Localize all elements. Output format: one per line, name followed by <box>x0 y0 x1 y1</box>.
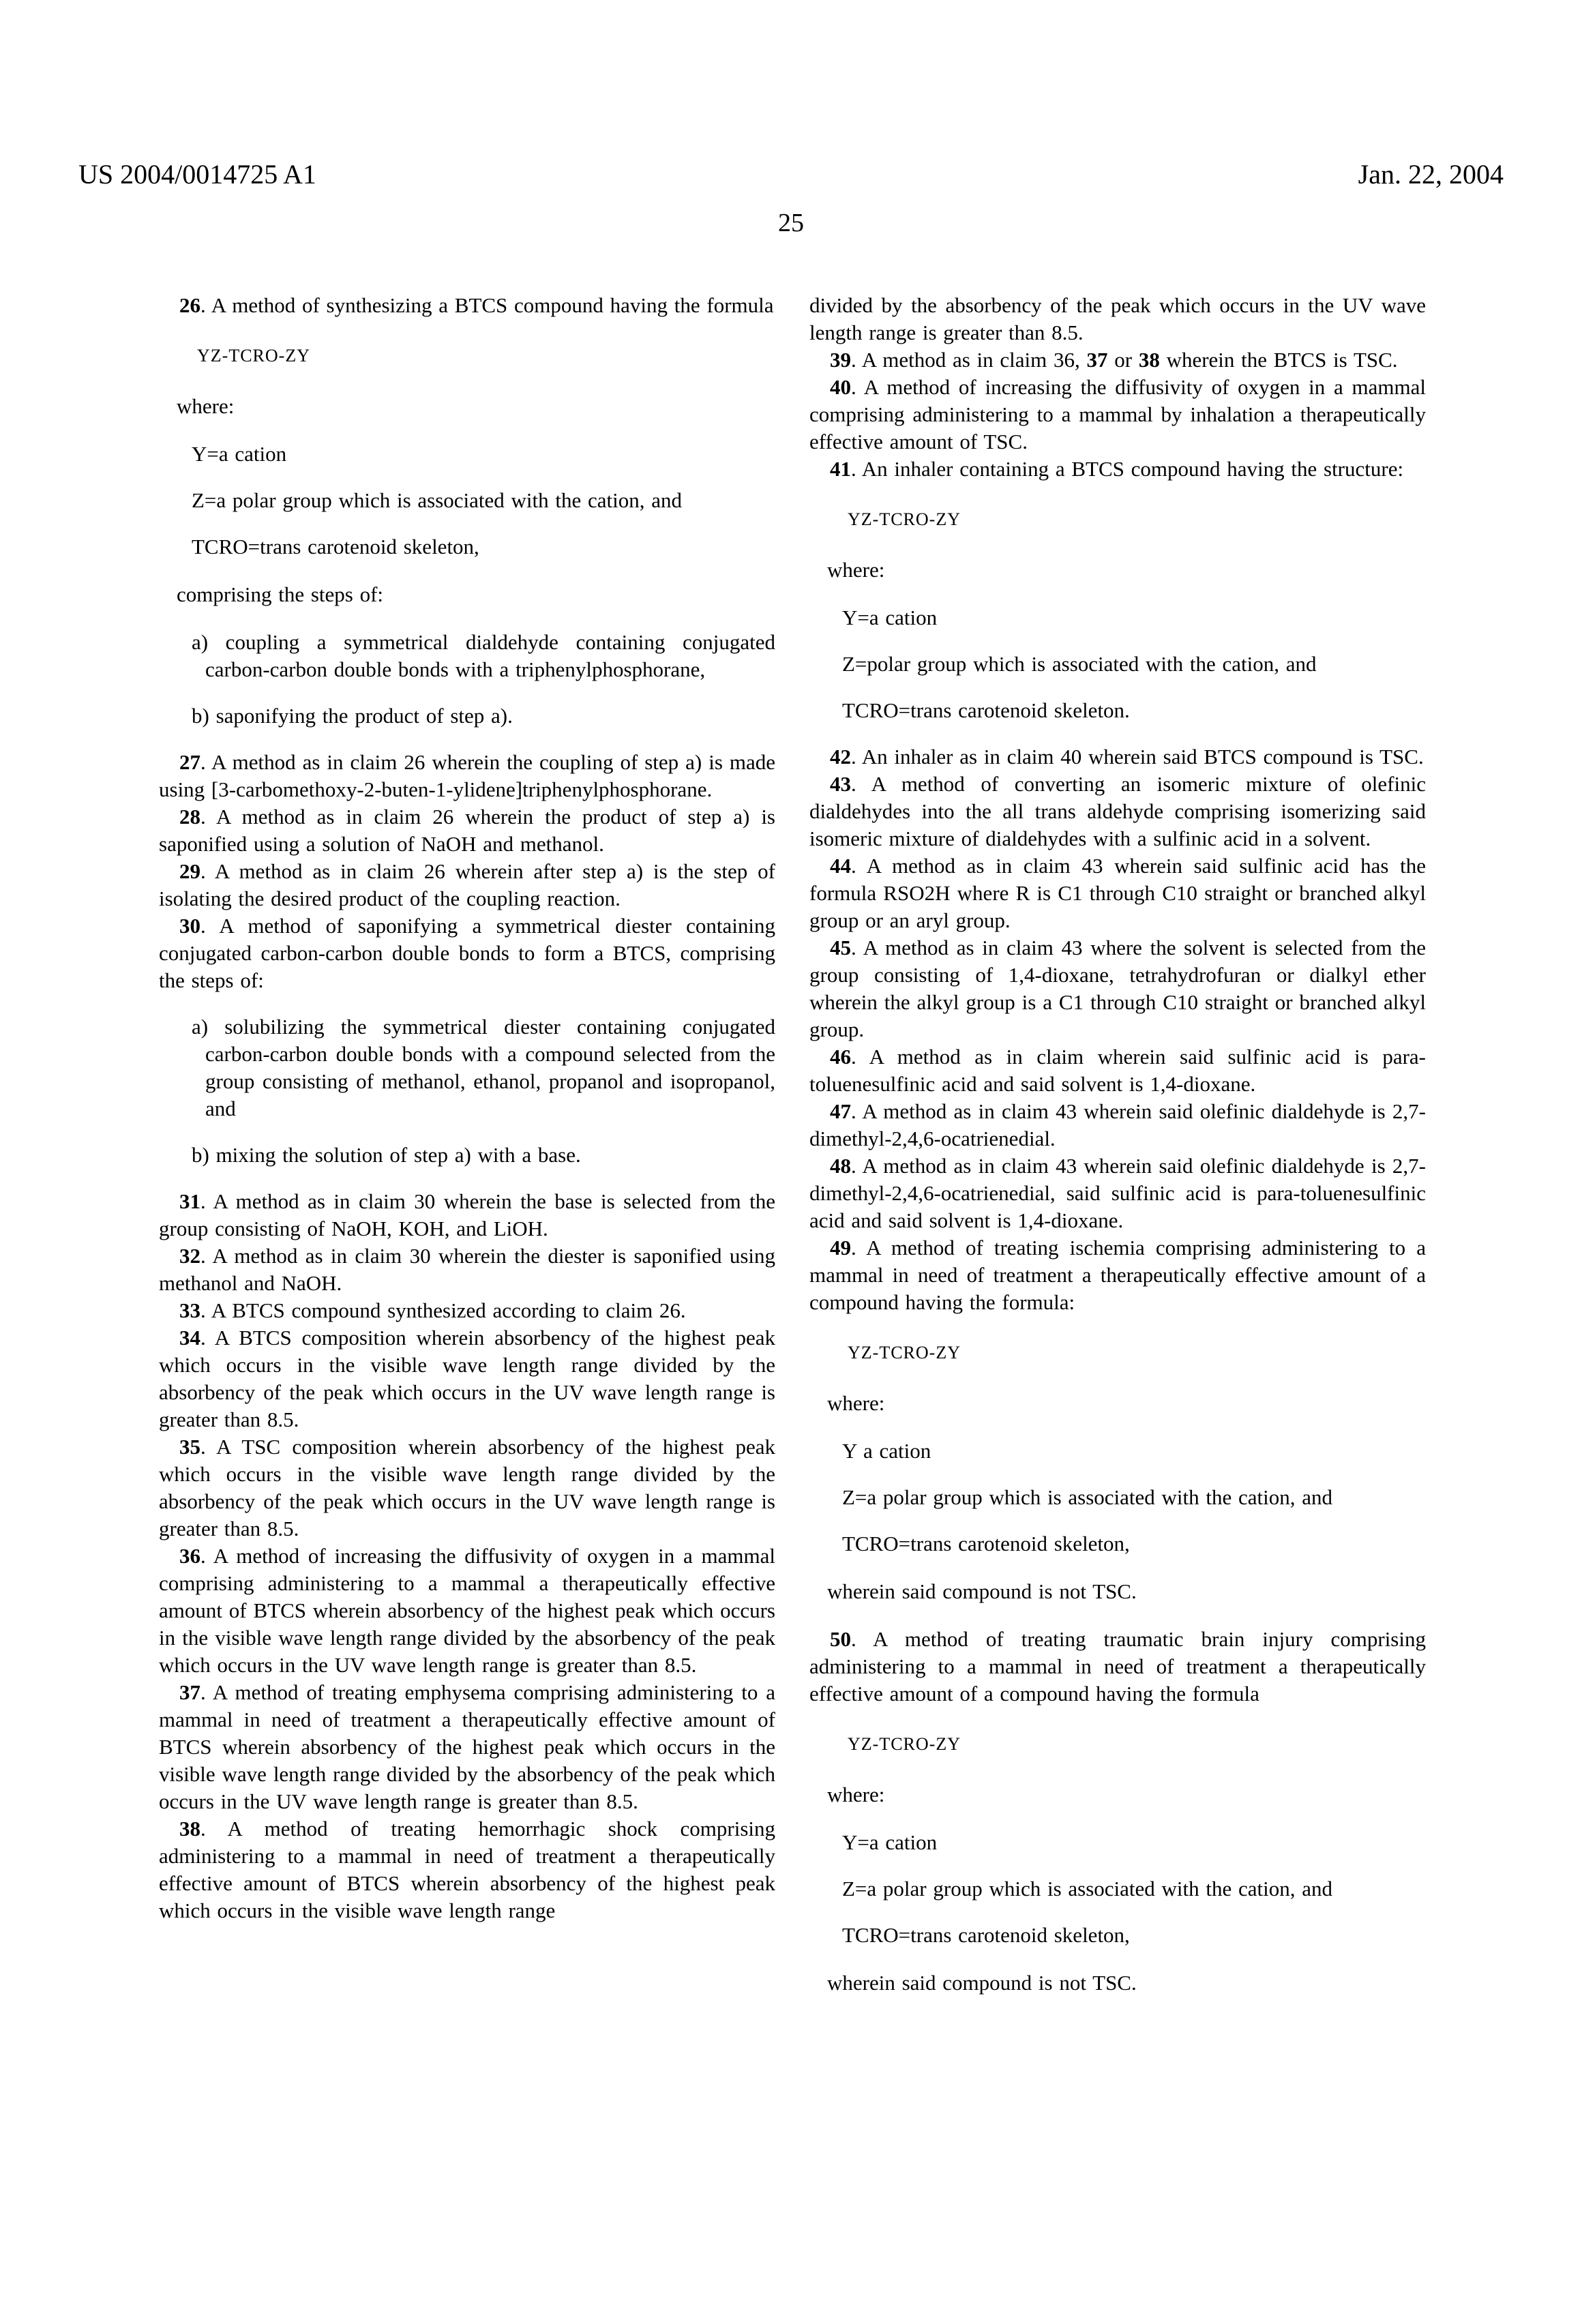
definition-line: Z=a polar group which is associated with the cation, and <box>842 1485 1333 1509</box>
definition-line: Z=polar group which is associated with the cation, and <box>842 652 1317 676</box>
claim-number: 46 <box>830 1045 851 1069</box>
substep-paragraph: a) coupling a symmetrical dialdehyde containing conjugated carbon-carbon double bonds with a triphenylphosphorane, <box>192 630 775 681</box>
claim-paragraph: 27. A method as in claim 26 wherein the coupling of step a) is made using [3-carbomethoxy-2-buten-1-ylidene]triphenylphosphorane. <box>159 750 775 801</box>
claim-paragraph: 28. A method as in claim 26 wherein the product of step a) is saponified using a solution of NaOH and methanol. <box>159 805 775 856</box>
claim-paragraph: 48. A method as in claim 43 wherein said olefinic dialdehyde is 2,7-dimethyl-2,4,6-ocatrienedial, said sulfinic acid is para-toluenesulfinic acid and said solvent is 1,4-dioxane. <box>809 1154 1426 1232</box>
claim-paragraph: 41. An inhaler containing a BTCS compound having the structure: <box>830 457 1404 481</box>
claim-number: 27 <box>179 750 200 774</box>
right-column <box>809 292 1426 2017</box>
claim-number: 33 <box>179 1298 200 1322</box>
publication-date: Jan. 22, 2004 <box>1358 159 1504 190</box>
definition-line: Y=a cation <box>192 442 287 466</box>
claim-paragraph: 45. A method as in claim 43 where the solvent is selected from the group consisting of 1,4-dioxane, tetrahydrofuran or dialkyl ether wherein the alkyl group is a C1 through C10 straight or branched alkyl group. <box>809 936 1426 1041</box>
claim-number: 28 <box>179 805 200 829</box>
claim-paragraph: 33. A BTCS compound synthesized according to claim 26. <box>179 1298 686 1322</box>
where-line: wherein said compound is not TSC. <box>827 1579 1137 1603</box>
definition-line: TCRO=trans carotenoid skeleton, <box>842 1923 1130 1947</box>
where-line: wherein said compound is not TSC. <box>827 1971 1137 1995</box>
claim-paragraph: 35. A TSC composition wherein absorbency of the highest peak which occurs in the visible wave length range divided by the absorbency of the peak which occurs in the UV wave length range is greater than 8.5. <box>159 1435 775 1540</box>
claim-number: 40 <box>830 375 851 399</box>
definition-line: TCRO=trans carotenoid skeleton, <box>192 535 479 558</box>
claim-number: 49 <box>830 1236 851 1260</box>
where-line: where: <box>827 558 885 582</box>
claim-number: 39 <box>830 348 851 372</box>
claim-number: 31 <box>179 1189 200 1213</box>
claim-paragraph: 38. A method of treating hemorrhagic shock comprising administering to a mammal in need of treatment a therapeutically effective amount of BTCS wherein absorbency of the highest peak which occurs in the visible wave length range <box>159 1817 775 1922</box>
claim-number: 43 <box>830 772 851 796</box>
formula-line: YZ-TCRO-ZY <box>197 346 310 366</box>
claim-paragraph: 30. A method of saponifying a symmetrical diester containing conjugated carbon-carbon double bonds to form a BTCS, comprising the steps of: <box>159 914 775 992</box>
claim-number: 41 <box>830 457 851 481</box>
patent-number: US 2004/0014725 A1 <box>78 159 316 190</box>
claim-number: 42 <box>830 745 851 769</box>
definition-line: Z=a polar group which is associated with the cation, and <box>192 488 683 512</box>
where-line: where: <box>177 394 235 418</box>
definition-line: Y=a cation <box>842 606 938 629</box>
claim-number: 48 <box>830 1154 851 1178</box>
substep-paragraph: a) solubilizing the symmetrical diester containing conjugated carbon-carbon double bonds with a compound selected from the group consisting of methanol, ethanol, propanol and isopropanol, and <box>192 1015 775 1120</box>
definition-line: Y=a cation <box>842 1830 938 1854</box>
definition-line: TCRO=trans carotenoid skeleton, <box>842 1532 1130 1555</box>
claim-number: 30 <box>179 914 200 938</box>
left-column <box>159 292 775 1924</box>
claim-paragraph: 31. A method as in claim 30 wherein the base is selected from the group consisting of NaOH, KOH, and LiOH. <box>159 1189 775 1240</box>
claim-paragraph: 42. An inhaler as in claim 40 wherein said BTCS compound is TSC. <box>830 745 1424 769</box>
formula-line: YZ-TCRO-ZY <box>848 509 961 529</box>
page-number: 25 <box>778 209 804 237</box>
continuation-paragraph: divided by the absorbency of the peak which occurs in the UV wave length range is greater than 8.5. <box>809 293 1426 344</box>
substep-paragraph: b) mixing the solution of step a) with a base. <box>192 1143 581 1167</box>
claim-number: 38 <box>179 1817 200 1841</box>
claim-number: 29 <box>179 859 200 883</box>
definition-line: Z=a polar group which is associated with the cation, and <box>842 1877 1333 1901</box>
claim-paragraph: 36. A method of increasing the diffusivity of oxygen in a mammal comprising administering to a mammal a therapeutically effective amount of BTCS wherein absorbency of the highest peak which occurs in the visible wave length range divided by the absorbency of the peak which occurs in the UV wave length range is greater than 8.5. <box>159 1544 775 1677</box>
where-line: comprising the steps of: <box>177 582 384 606</box>
where-line: where: <box>827 1391 885 1415</box>
claim-paragraph: 37. A method of treating emphysema comprising administering to a mammal in need of treatment a therapeutically effective amount of BTCS wherein absorbency of the highest peak which occurs in the visible wave length range divided by the absorbency of the peak which occurs in the UV wave length range is greater than 8.5. <box>159 1680 775 1813</box>
claim-number: 34 <box>179 1326 200 1350</box>
claim-number: 45 <box>830 936 851 959</box>
formula-line: YZ-TCRO-ZY <box>848 1734 961 1754</box>
claim-paragraph: 50. A method of treating traumatic brain injury comprising administering to a mammal in need of treatment a therapeutically effective amount of a compound having the formula <box>809 1627 1426 1705</box>
claim-paragraph: 39. A method as in claim 36, 37 or 38 wherein the BTCS is TSC. <box>830 348 1398 372</box>
claim-number: 37 <box>179 1680 200 1704</box>
claim-paragraph: 32. A method as in claim 30 wherein the diester is saponified using methanol and NaOH. <box>159 1244 775 1295</box>
claim-paragraph: 40. A method of increasing the diffusivity of oxygen in a mammal comprising administering to a mammal by inhalation a therapeutically effective amount of TSC. <box>809 375 1426 453</box>
claim-paragraph: 47. A method as in claim 43 wherein said olefinic dialdehyde is 2,7-dimethyl-2,4,6-ocatrienedial. <box>809 1099 1426 1150</box>
claim-paragraph: 43. A method of converting an isomeric mixture of olefinic dialdehydes into the all trans aldehyde comprising isomerizing said isomeric mixture of dialdehydes with a sulfinic acid in a solvent. <box>809 772 1426 850</box>
claim-paragraph: 29. A method as in claim 26 wherein after step a) is the step of isolating the desired product of the coupling reaction. <box>159 859 775 910</box>
claim-number: 35 <box>179 1435 200 1459</box>
substep-paragraph: b) saponifying the product of step a). <box>192 704 513 728</box>
claim-paragraph: 44. A method as in claim 43 wherein said sulfinic acid has the formula RSO2H where R is C1 through C10 straight or branched alkyl group or an aryl group. <box>809 854 1426 932</box>
claim-paragraph: 34. A BTCS composition wherein absorbency of the highest peak which occurs in the visible wave length range divided by the absorbency of the peak which occurs in the UV wave length range is greater than 8.5. <box>159 1326 775 1431</box>
formula-line: YZ-TCRO-ZY <box>848 1343 961 1362</box>
claim-paragraph: 46. A method as in claim wherein said sulfinic acid is para-toluenesulfinic acid and said solvent is 1,4-dioxane. <box>809 1045 1426 1096</box>
definition-line: Y a cation <box>842 1439 931 1463</box>
claim-number: 44 <box>830 854 851 878</box>
claim-number: 36 <box>179 1544 200 1568</box>
claim-number: 47 <box>830 1099 851 1123</box>
where-line: where: <box>827 1783 885 1806</box>
claim-number: 32 <box>179 1244 200 1268</box>
claim-paragraph: 26. A method of synthesizing a BTCS compound having the formula <box>179 293 774 317</box>
claim-paragraph: 49. A method of treating ischemia comprising administering to a mammal in need of treatment a therapeutically effective amount of a compound having the formula: <box>809 1236 1426 1314</box>
definition-line: TCRO=trans carotenoid skeleton. <box>842 698 1130 722</box>
claim-number: 26 <box>179 293 200 317</box>
claim-number: 50 <box>830 1627 851 1651</box>
